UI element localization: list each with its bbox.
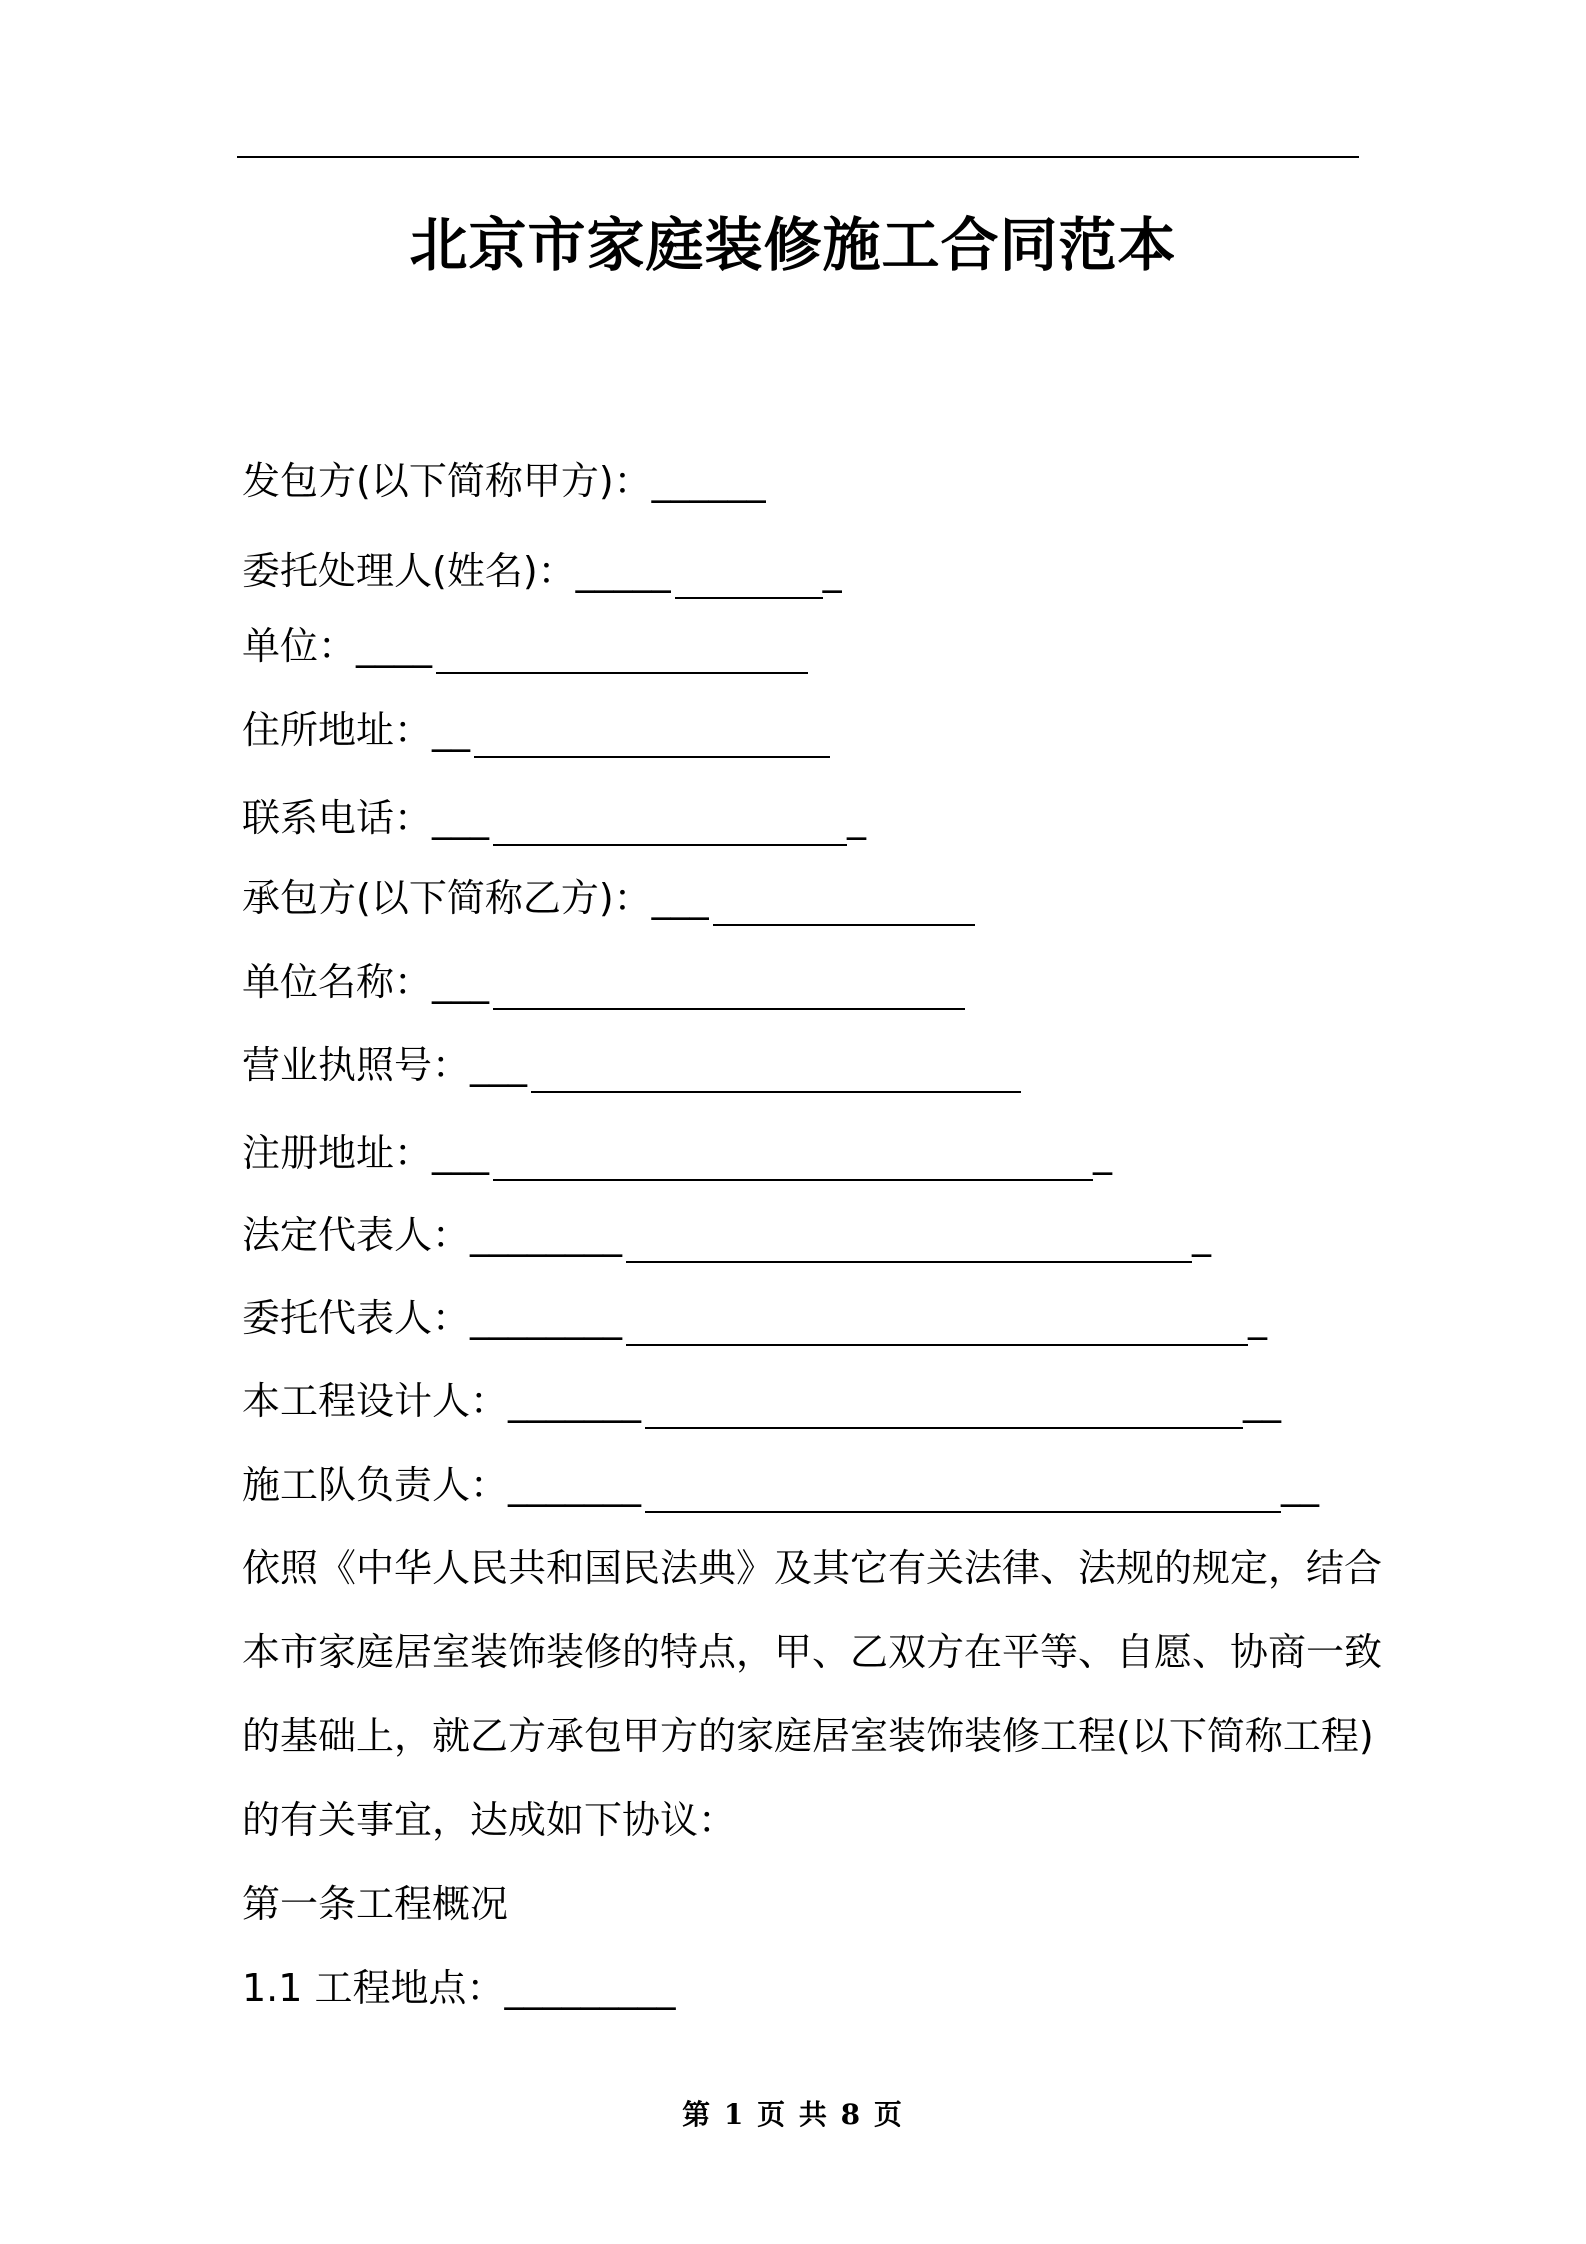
fill-line	[645, 1387, 1243, 1429]
fill-line	[493, 968, 965, 1010]
item-blank: _________	[504, 1966, 676, 2010]
fill-line	[531, 1051, 1021, 1093]
fill-line	[493, 804, 847, 846]
fill-line	[474, 716, 830, 758]
field-label: 单位名称：	[242, 960, 433, 1004]
document-title: 北京市家庭装修施工合同范本	[409, 211, 1177, 279]
intro-line: 的基础上，就乙方承包甲方的家庭居室装饰装修工程(以下简称工程)	[242, 1714, 1374, 1758]
header-rule	[237, 156, 1359, 158]
field-blank: ___	[432, 1131, 490, 1175]
field-phone	[242, 790, 866, 846]
field-company-name	[242, 954, 965, 1010]
field-party-a	[242, 453, 766, 509]
field-blank: ________	[470, 1213, 623, 1257]
field-legal-representative	[242, 1207, 1211, 1263]
field-blank: ___	[432, 796, 490, 840]
field-blank: ______	[651, 459, 766, 503]
field-label: 承包方(以下简称乙方)：	[242, 876, 652, 920]
field-registered-address	[242, 1125, 1112, 1181]
field-label: 本工程设计人：	[242, 1379, 509, 1423]
intro-paragraph	[242, 1526, 1383, 1862]
fill-line	[436, 632, 808, 674]
field-tail: _	[847, 796, 867, 840]
fill-line	[493, 1139, 1093, 1181]
field-party-b	[242, 870, 975, 926]
field-tail: _	[1192, 1213, 1212, 1257]
fill-line	[675, 557, 823, 599]
field-blank: ___	[651, 876, 709, 920]
field-authorized-representative	[242, 1290, 1267, 1346]
field-address	[242, 702, 830, 758]
field-label: 注册地址：	[242, 1131, 433, 1175]
field-blank: ___	[470, 1043, 528, 1087]
fill-line	[626, 1304, 1248, 1346]
field-blank: _____	[575, 549, 671, 593]
field-tail: _	[1093, 1131, 1113, 1175]
field-label: 住所地址：	[242, 708, 433, 752]
field-designer	[242, 1373, 1281, 1429]
field-business-license	[242, 1037, 1021, 1093]
field-blank: ___	[432, 960, 490, 1004]
field-tail: _	[822, 549, 842, 593]
field-blank: _______	[508, 1463, 642, 1507]
item-1-1	[242, 1960, 676, 2016]
section-heading: 第一条工程概况	[242, 1882, 509, 1926]
field-label: 法定代表人：	[242, 1213, 471, 1257]
page-number: 第 1 页 共 8 页	[682, 2098, 904, 2131]
field-label: 联系电话：	[242, 796, 433, 840]
field-label: 发包方(以下简称甲方)：	[242, 459, 652, 503]
field-label: 委托代表人：	[242, 1296, 471, 1340]
fill-line	[713, 884, 975, 926]
field-blank: __	[432, 708, 471, 752]
field-blank: ________	[470, 1296, 623, 1340]
field-label: 委托处理人(姓名)：	[242, 549, 576, 593]
field-label: 单位：	[242, 624, 357, 668]
fill-line	[626, 1221, 1192, 1263]
item-label: 1.1 工程地点：	[242, 1966, 505, 2010]
field-construction-lead	[242, 1457, 1319, 1513]
fill-line	[645, 1471, 1281, 1513]
field-label: 施工队负责人：	[242, 1463, 509, 1507]
field-label: 营业执照号：	[242, 1043, 471, 1087]
field-unit	[242, 618, 808, 674]
intro-line: 本市家庭居室装饰装修的特点，甲、乙双方在平等、自愿、协商一致	[242, 1630, 1383, 1674]
field-tail: __	[1281, 1463, 1320, 1507]
field-blank: ____	[356, 624, 433, 668]
field-tail: _	[1248, 1296, 1268, 1340]
field-entrusted-person	[242, 543, 842, 599]
field-tail: __	[1243, 1379, 1282, 1423]
intro-line: 依照《中华人民共和国民法典》及其它有关法律、法规的规定，结合	[242, 1546, 1383, 1590]
intro-line: 的有关事宜，达成如下协议：	[242, 1798, 737, 1842]
field-blank: _______	[508, 1379, 642, 1423]
